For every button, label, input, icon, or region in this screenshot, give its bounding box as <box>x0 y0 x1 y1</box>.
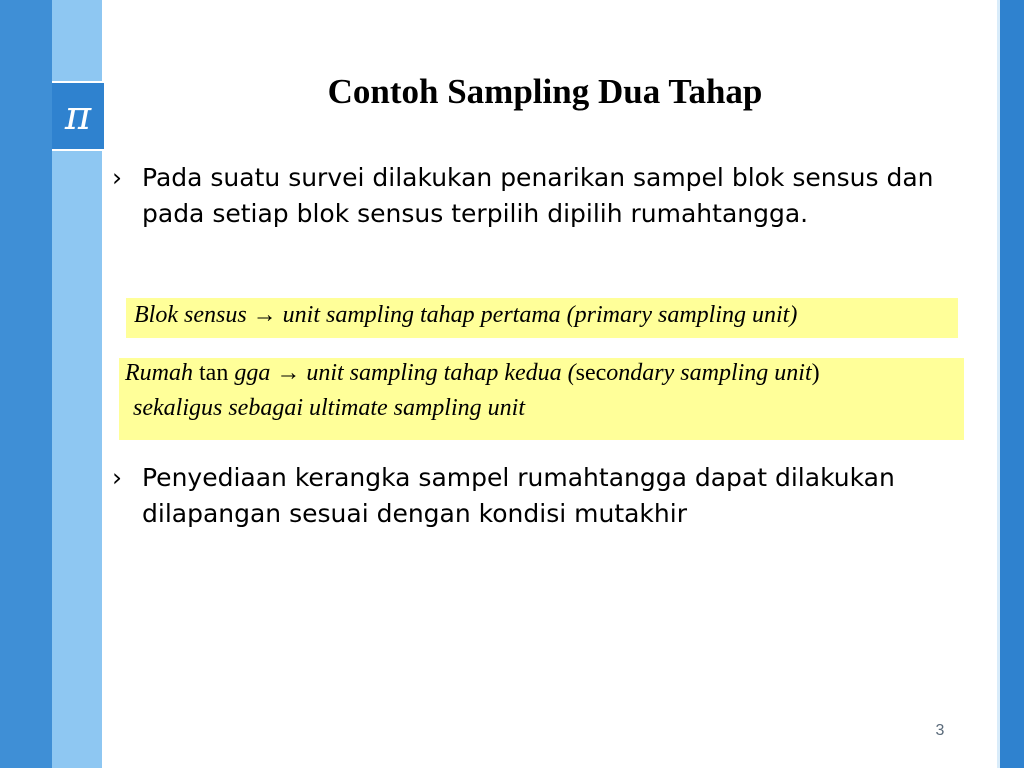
bullet-marker: › <box>112 163 122 192</box>
bullet-item-1 <box>112 160 962 232</box>
formula2-tan: tan <box>199 360 229 386</box>
pi-symbol: π <box>64 93 92 139</box>
formula2-part2: gga → unit sampling tahap kedua ( <box>234 360 576 386</box>
slide-title: Contoh Sampling Dua Tahap <box>327 72 763 111</box>
formula2-part1: Rumah <box>125 360 193 386</box>
bullet-item-2 <box>112 460 962 532</box>
formula-secondary-sampling-unit <box>119 358 964 440</box>
bullet-text-1: Pada suatu survei dilakukan penarikan sampel blok sensus dan pada setiap blok sensus terpilih dipilih rumahtangga. <box>142 163 934 228</box>
bullet-text-2: Penyediaan kerangka sampel rumahtangga dapat dilakukan dilapangan sesuai dengan kondisi mutakhir <box>142 463 895 528</box>
formula2-sec: sec <box>575 360 607 386</box>
formula2-close: ) <box>811 360 820 386</box>
left-sidebar-dark <box>0 0 52 768</box>
formula2-line2: sekaligus sebagai ultimate sampling unit <box>133 395 525 421</box>
page-number: 3 <box>935 722 945 739</box>
bullet-marker: › <box>112 463 122 492</box>
formula2-part3: ondary sampling unit <box>606 360 812 386</box>
right-sidebar-dark <box>1000 0 1024 768</box>
pi-icon <box>52 81 104 151</box>
formula-primary-sampling-unit: Blok sensus → unit sampling tahap pertama (primary sampling unit) <box>126 298 958 338</box>
